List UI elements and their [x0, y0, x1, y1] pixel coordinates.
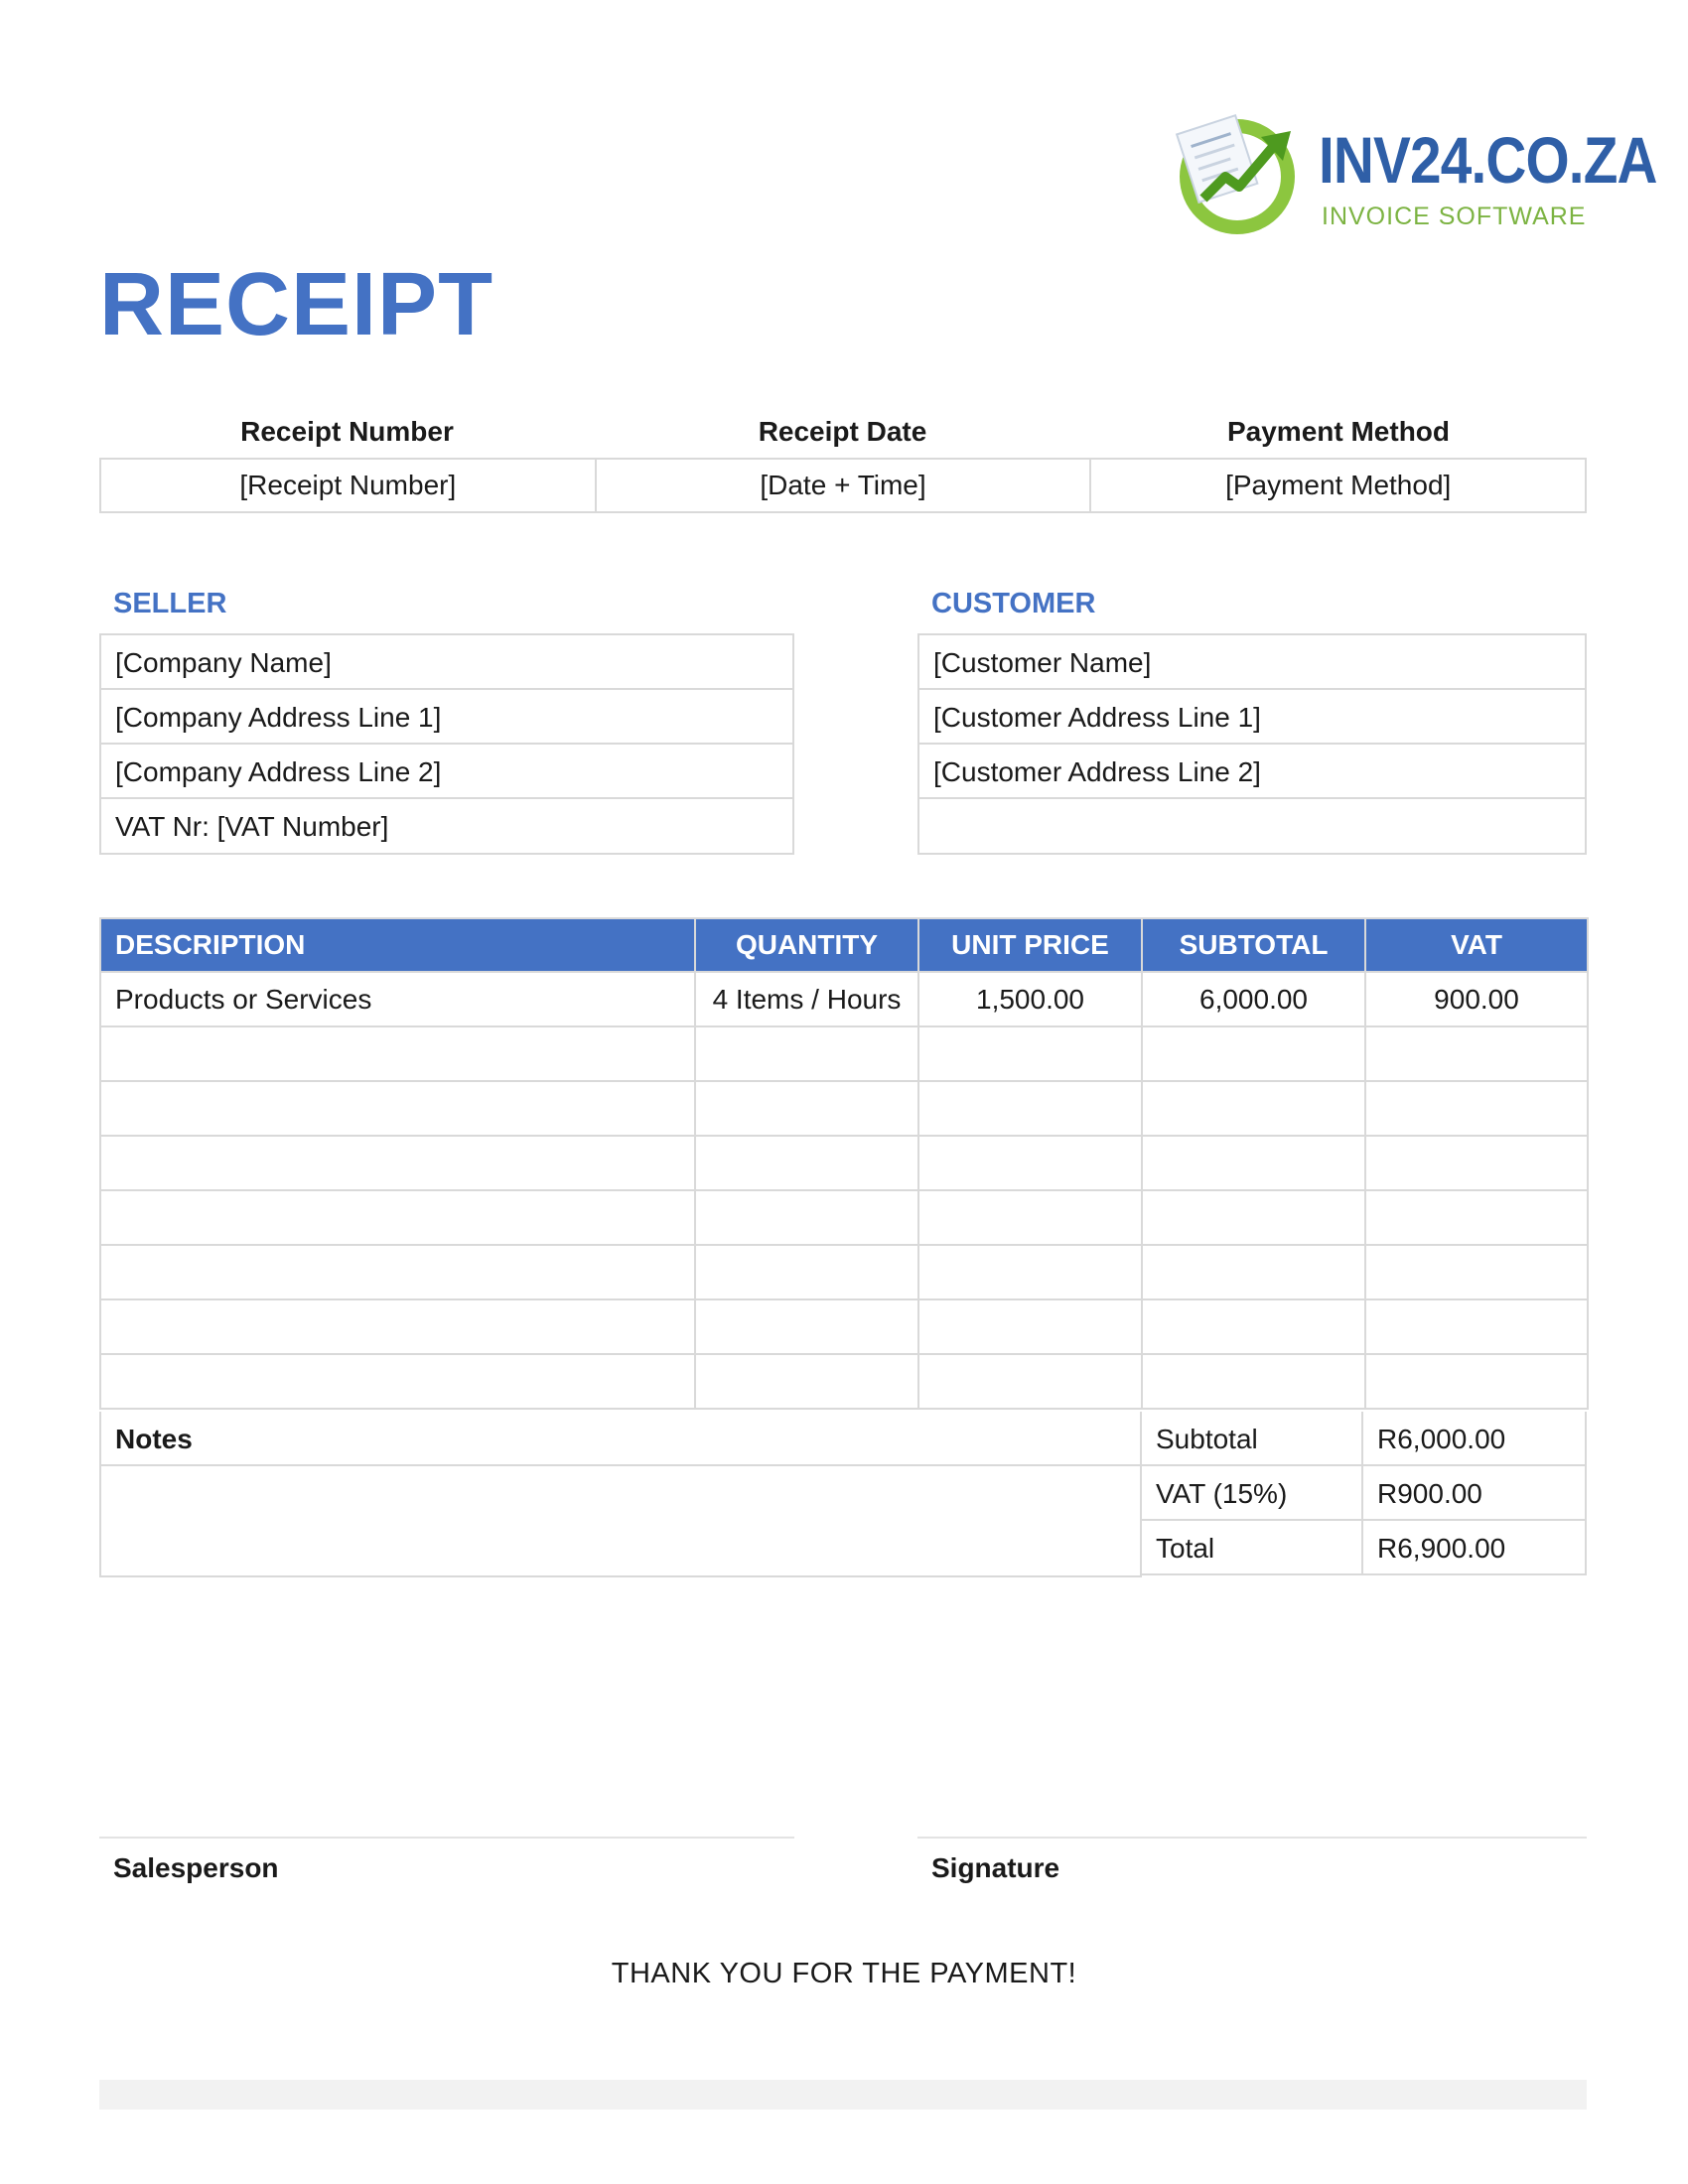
- item-description[interactable]: [100, 1354, 695, 1409]
- item-unit-price[interactable]: [918, 1190, 1142, 1245]
- item-unit-price[interactable]: [918, 1354, 1142, 1409]
- item-subtotal[interactable]: [1142, 1026, 1365, 1081]
- company-logo: [1170, 107, 1657, 246]
- customer-address-line-2[interactable]: [Customer Address Line 2]: [919, 745, 1585, 799]
- document-title: RECEIPT: [99, 255, 494, 354]
- thank-you-message: THANK YOU FOR THE PAYMENT!: [611, 1958, 1077, 1989]
- item-vat[interactable]: [1365, 1245, 1588, 1299]
- customer-name[interactable]: [Customer Name]: [919, 635, 1585, 690]
- table-row: [100, 1190, 1588, 1245]
- subtotal-label: Subtotal: [1142, 1412, 1363, 1464]
- column-header-quantity: QUANTITY: [695, 918, 918, 972]
- item-description[interactable]: Products or Services: [100, 972, 695, 1026]
- item-description[interactable]: [100, 1026, 695, 1081]
- seller-company-name[interactable]: [Company Name]: [101, 635, 792, 690]
- item-unit-price[interactable]: [918, 1026, 1142, 1081]
- customer-extra-line[interactable]: [919, 799, 1585, 854]
- signature-label: Signature: [931, 1852, 1060, 1883]
- footer-bar: [99, 2080, 1587, 2110]
- item-subtotal[interactable]: 6,000.00: [1142, 972, 1365, 1026]
- item-vat[interactable]: [1365, 1081, 1588, 1136]
- seller-box: [99, 633, 794, 855]
- salesperson-line: [99, 1837, 794, 1839]
- item-vat[interactable]: [1365, 1136, 1588, 1190]
- vat-label: VAT (15%): [1142, 1466, 1363, 1519]
- seller-title: SELLER: [113, 588, 227, 619]
- item-quantity[interactable]: 4 Items / Hours: [695, 972, 918, 1026]
- item-unit-price[interactable]: 1,500.00: [918, 972, 1142, 1026]
- item-vat[interactable]: 900.00: [1365, 972, 1588, 1026]
- column-header-description: DESCRIPTION: [100, 918, 695, 972]
- item-quantity[interactable]: [695, 1354, 918, 1409]
- column-header-unit-price: UNIT PRICE: [918, 918, 1142, 972]
- receipt-number-header: Receipt Number: [240, 416, 454, 447]
- item-quantity[interactable]: [695, 1299, 918, 1354]
- item-description[interactable]: [100, 1245, 695, 1299]
- invoice-growth-icon: [1170, 107, 1299, 236]
- notes-field[interactable]: [101, 1466, 1140, 1575]
- vat-value: R900.00: [1377, 1478, 1482, 1509]
- total-row: [1142, 1521, 1585, 1573]
- table-row: [100, 972, 1588, 1026]
- item-vat[interactable]: [1365, 1190, 1588, 1245]
- notes-section: [99, 1412, 1142, 1577]
- item-vat[interactable]: [1365, 1299, 1588, 1354]
- receipt-date-header: Receipt Date: [758, 416, 927, 447]
- item-unit-price[interactable]: [918, 1245, 1142, 1299]
- table-row: [100, 1081, 1588, 1136]
- receipt-number-field[interactable]: [Receipt Number]: [101, 460, 597, 511]
- subtotal-value: R6,000.00: [1377, 1424, 1506, 1454]
- receipt-info-table: [99, 458, 1587, 513]
- item-quantity[interactable]: [695, 1026, 918, 1081]
- table-row: [100, 1026, 1588, 1081]
- item-subtotal[interactable]: [1142, 1245, 1365, 1299]
- item-unit-price[interactable]: [918, 1081, 1142, 1136]
- item-vat[interactable]: [1365, 1354, 1588, 1409]
- line-items-table: [99, 917, 1589, 1410]
- item-description[interactable]: [100, 1190, 695, 1245]
- seller-address-line-1[interactable]: [Company Address Line 1]: [101, 690, 792, 745]
- customer-title: CUSTOMER: [931, 588, 1096, 619]
- item-quantity[interactable]: [695, 1245, 918, 1299]
- receipt-date-field[interactable]: [Date + Time]: [597, 460, 1092, 511]
- totals-table: [1140, 1412, 1587, 1575]
- item-subtotal[interactable]: [1142, 1190, 1365, 1245]
- item-subtotal[interactable]: [1142, 1354, 1365, 1409]
- total-value: R6,900.00: [1377, 1533, 1506, 1564]
- salesperson-label: Salesperson: [113, 1852, 279, 1883]
- logo-name: INV24.CO.ZA: [1319, 123, 1657, 197]
- table-row: [100, 1354, 1588, 1409]
- customer-box: [917, 633, 1587, 855]
- column-header-vat: VAT: [1365, 918, 1588, 972]
- payment-method-header: Payment Method: [1226, 416, 1451, 447]
- customer-address-line-1[interactable]: [Customer Address Line 1]: [919, 690, 1585, 745]
- seller-vat-number[interactable]: VAT Nr: [VAT Number]: [115, 811, 389, 842]
- subtotal-row: [1142, 1412, 1585, 1466]
- table-row: [100, 1245, 1588, 1299]
- item-description[interactable]: [100, 1136, 695, 1190]
- item-unit-price[interactable]: [918, 1299, 1142, 1354]
- table-row: [100, 1136, 1588, 1190]
- item-description[interactable]: [100, 1081, 695, 1136]
- table-header-row: [100, 918, 1588, 972]
- item-quantity[interactable]: [695, 1081, 918, 1136]
- vat-row: [1142, 1466, 1585, 1521]
- payment-method-field[interactable]: [Payment Method]: [1225, 470, 1452, 500]
- item-quantity[interactable]: [695, 1190, 918, 1245]
- notes-label: Notes: [101, 1412, 1140, 1466]
- item-quantity[interactable]: [695, 1136, 918, 1190]
- item-subtotal[interactable]: [1142, 1081, 1365, 1136]
- item-subtotal[interactable]: [1142, 1136, 1365, 1190]
- item-description[interactable]: [100, 1299, 695, 1354]
- logo-tagline: INVOICE SOFTWARE: [1322, 203, 1587, 230]
- seller-address-line-2[interactable]: [Company Address Line 2]: [101, 745, 792, 799]
- item-unit-price[interactable]: [918, 1136, 1142, 1190]
- item-vat[interactable]: [1365, 1026, 1588, 1081]
- signature-line: [917, 1837, 1587, 1839]
- total-label: Total: [1142, 1521, 1363, 1573]
- column-header-subtotal: SUBTOTAL: [1142, 918, 1365, 972]
- table-row: [100, 1299, 1588, 1354]
- item-subtotal[interactable]: [1142, 1299, 1365, 1354]
